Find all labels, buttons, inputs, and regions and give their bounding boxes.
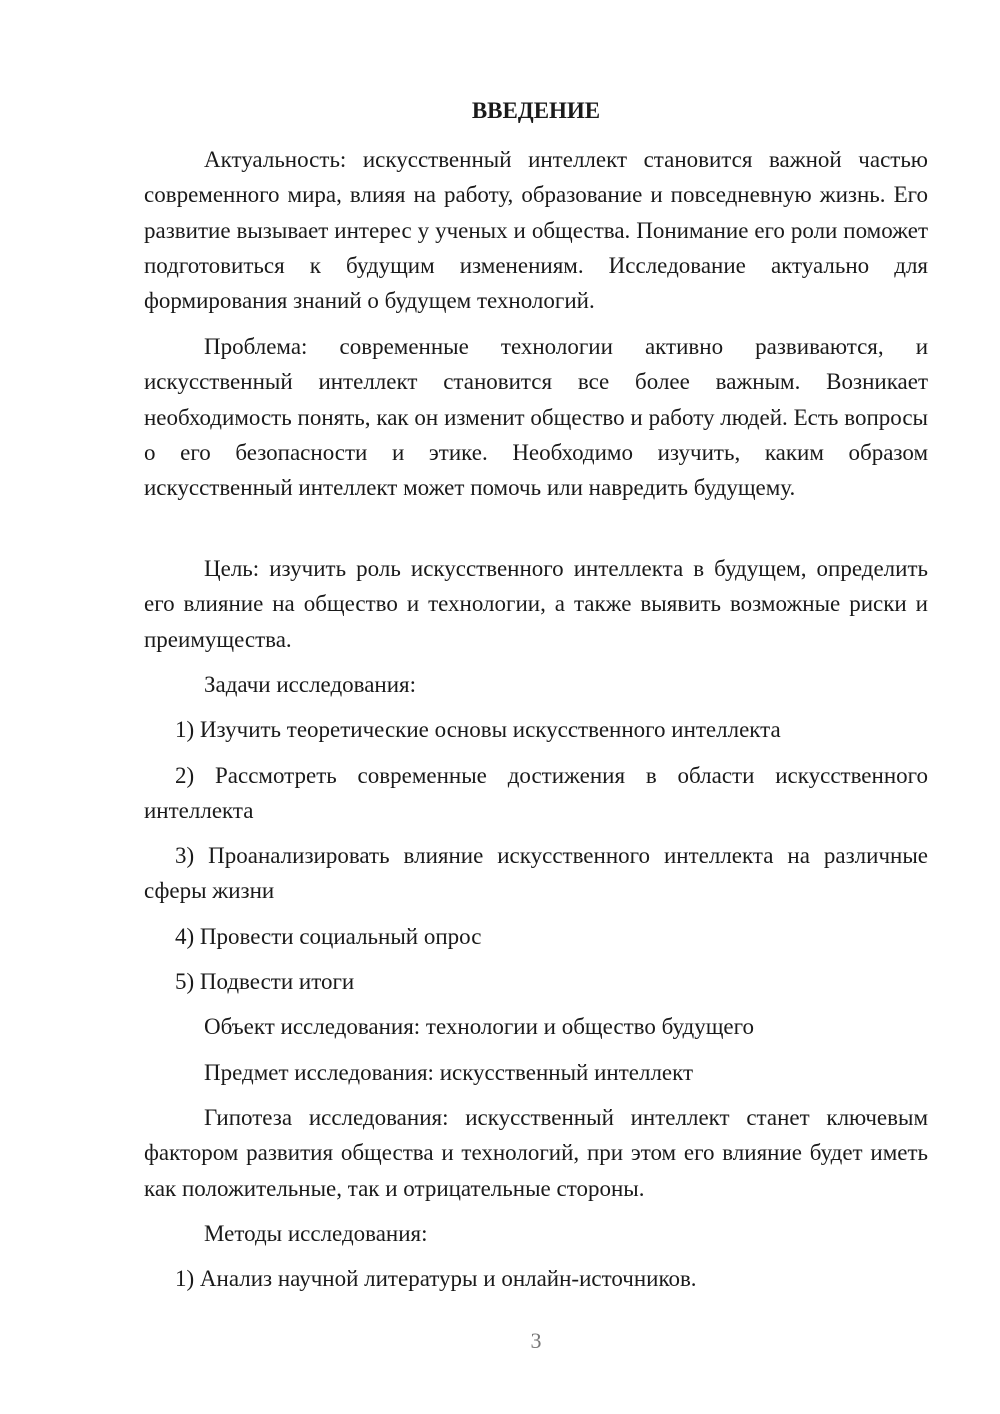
relevance-paragraph: Актуальность: искусственный интеллект становится важной частью современного мира, влияя на работу, образование и повседневную жизнь. Его развитие вызывает интерес у ученых и общества. Понимание его роли поможет подготовиться к будущим изменениям. Исследование актуально для формирования знаний о будущем технологий. (144, 147, 928, 314)
hypothesis-paragraph: Гипотеза исследования: искусственный интеллект станет ключевым фактором развития общества и технологий, при этом его влияние будет иметь как положительные, так и отрицательные стороны. (144, 1105, 928, 1201)
methods-heading: Методы исследования: (204, 1221, 428, 1246)
research-subject: Предмет исследования: искусственный интеллект (204, 1060, 694, 1085)
task-item-2: 2) Рассмотреть современные достижения в области искусственного интеллекта (144, 763, 928, 824)
page-title: ВВЕДЕНИЕ (471, 98, 601, 123)
task-item-3: 3) Проанализировать влияние искусственного интеллекта на различные сферы жизни (144, 843, 928, 904)
problem-paragraph: Проблема: современные технологии активно развиваются, и искусственный интеллект становится все более важным. Возникает необходимость понять, как он изменит общество и работу людей. Есть вопросы о его безопасности и этике. Необходимо изучить, каким образом искусственный интеллект может помочь или навредить будущему. (144, 334, 928, 501)
goal-paragraph: Цель: изучить роль искусственного интеллекта в будущем, определить его влияние на общество и технологии, а также выявить возможные риски и преимущества. (144, 556, 928, 652)
task-item-4: 4) Провести социальный опрос (175, 924, 482, 949)
tasks-heading: Задачи исследования: (204, 672, 417, 697)
task-item-1: 1) Изучить теоретические основы искусственного интеллекта (175, 717, 781, 742)
task-item-5: 5) Подвести итоги (175, 969, 355, 994)
page-number: 3 (530, 1328, 542, 1353)
method-item-1: 1) Анализ научной литературы и онлайн-источников. (175, 1266, 697, 1291)
research-object: Объект исследования: технологии и общество будущего (204, 1014, 754, 1039)
